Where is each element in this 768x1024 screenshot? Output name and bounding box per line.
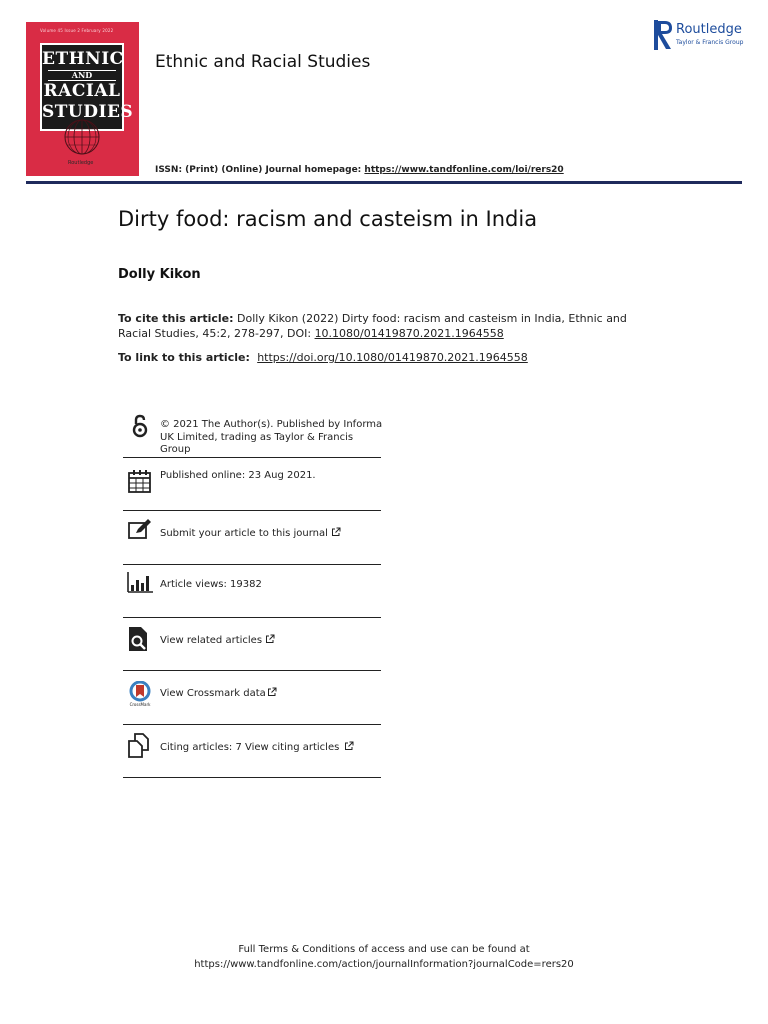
journal-homepage-link[interactable]: https://www.tandfonline.com/loi/rers20 [364, 165, 564, 175]
cover-title-line: AND [48, 70, 116, 81]
journal-name[interactable]: Ethnic and Racial Studies [155, 52, 371, 72]
article-title: Dirty food: racism and casteism in India [118, 207, 538, 231]
logo-subtitle: Taylor & Francis Group [676, 39, 744, 46]
cover-title-line: RACIAL [43, 81, 121, 101]
logo-name: Routledge [676, 22, 742, 37]
cover-title-line: STUDIES [42, 102, 134, 122]
bar-chart-icon [127, 570, 153, 596]
routledge-logo[interactable] [654, 20, 746, 52]
edit-icon [127, 517, 153, 543]
crossmark-icon [127, 681, 153, 707]
routledge-r-icon [654, 20, 674, 50]
article-info-list [123, 411, 381, 778]
external-link-icon [267, 687, 277, 697]
published-row [123, 458, 381, 511]
doi-link[interactable]: 10.1080/01419870.2021.1964558 [314, 326, 504, 340]
cover-issue-line: Volume 45 Issue 2 February 2022 [40, 28, 114, 33]
external-link-icon [265, 634, 275, 644]
crossmark-link[interactable] [160, 687, 277, 701]
journal-cover [26, 22, 139, 176]
related-articles-label: View related articles [160, 635, 263, 646]
related-articles-icon [127, 626, 153, 652]
footer-terms-text: Full Terms & Conditions of access and use can be found at [238, 944, 530, 955]
published-date: Published online: 23 Aug 2021. [160, 470, 316, 481]
citing-articles-link[interactable] [160, 741, 354, 755]
open-access-row [123, 411, 381, 458]
cite-text: Dolly Kikon (2022) Dirty food: racism and casteism in India, Ethnic and Racial Studies, 45:2, 278-297, DOI: [118, 312, 627, 340]
header-divider [26, 181, 742, 184]
issn-line [155, 165, 564, 175]
footer [0, 942, 768, 972]
crossmark-row[interactable] [123, 671, 381, 725]
open-access-icon [127, 413, 153, 439]
article-author: Dolly Kikon [118, 267, 201, 282]
submit-article-label: Submit your article to this journal [160, 528, 328, 539]
views-row [123, 565, 381, 618]
citing-articles-icon [127, 733, 153, 759]
calendar-icon [127, 468, 153, 494]
cover-publisher: Routledge [68, 160, 94, 166]
article-link-line [118, 351, 528, 364]
article-views: Article views: 19382 [160, 579, 262, 590]
related-row[interactable] [123, 618, 381, 671]
open-access-text: © 2021 The Author(s). Published by Informa UK Limited, trading as Taylor & Francis Group [160, 419, 383, 455]
citing-row[interactable] [123, 725, 381, 778]
crossmark-link-label: View Crossmark data [160, 688, 266, 699]
cover-title-line: ETHNIC [42, 49, 124, 69]
related-articles-link[interactable] [160, 634, 275, 648]
footer-terms-link[interactable]: https://www.tandfonline.com/action/journalInformation?journalCode=rers20 [194, 959, 574, 970]
external-link-icon [331, 527, 341, 537]
submit-article-link[interactable] [160, 527, 341, 541]
article-url-link[interactable]: https://doi.org/10.1080/01419870.2021.1964558 [257, 351, 528, 364]
globe-icon [63, 118, 101, 156]
submit-row[interactable] [123, 511, 381, 565]
issn-text: ISSN: (Print) (Online) Journal homepage: [155, 165, 365, 175]
external-link-icon [344, 741, 354, 751]
citation [118, 312, 638, 341]
cite-label: To cite this article: [118, 312, 234, 325]
citing-articles-label: Citing articles: 7 View citing articles [160, 742, 340, 753]
link-label: To link to this article: [118, 351, 254, 364]
crossmark-label: CrossMark [129, 702, 151, 707]
